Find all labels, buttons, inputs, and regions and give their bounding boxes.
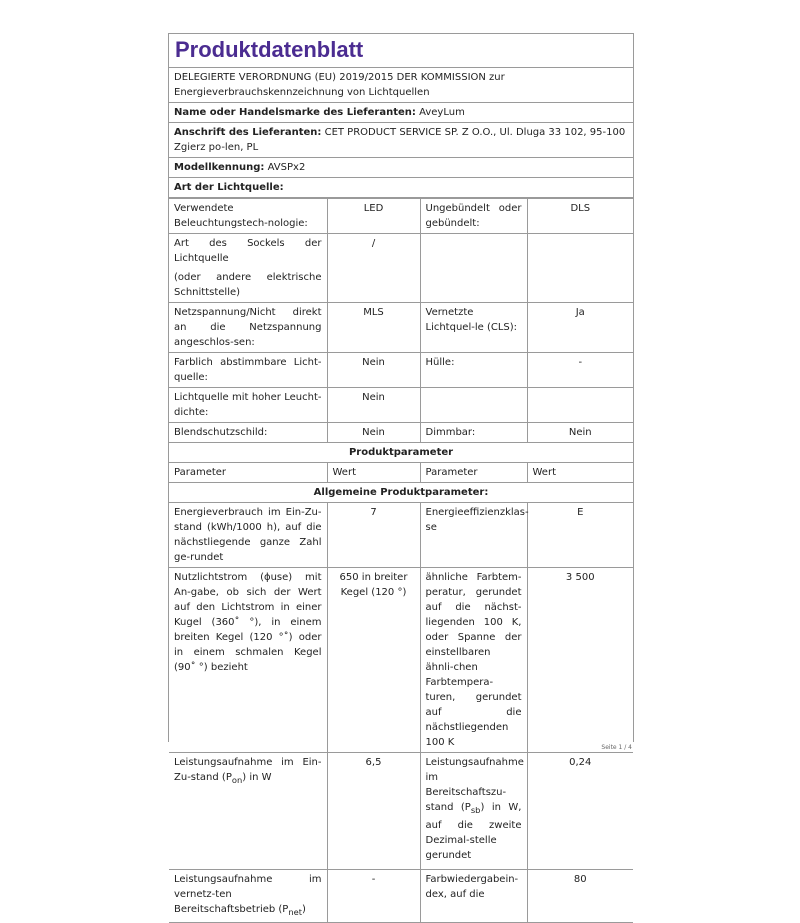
- address-value: CET PRODUCT SERVICE SP. Z O.O., Ul. Dluga 33 102, 95-100 Zgierz po-len, PL: [174, 127, 626, 153]
- param-value: 80: [527, 870, 633, 923]
- table-row: [169, 423, 633, 443]
- param-label-subscript: sb: [470, 805, 481, 815]
- param-label-text: ): [302, 904, 306, 915]
- socket-label-note: (oder andere elektrische Schnittstelle): [174, 272, 322, 298]
- supplier-row: [169, 103, 633, 123]
- column-header: Wert: [527, 463, 633, 483]
- table-row: [169, 303, 633, 353]
- param-value: 650 in breiter Kegel (120 °): [327, 568, 420, 753]
- param-value: LED: [327, 199, 420, 234]
- param-value: [527, 234, 633, 303]
- table-row: [169, 483, 633, 503]
- param-value: /: [327, 234, 420, 303]
- param-label: Netzspannung/Nicht direkt an die Netzspannung angeschlos-sen:: [169, 303, 327, 353]
- param-label: [169, 753, 327, 870]
- param-label-text: ) in W, auf die zweite Dezimal-stelle gerundet: [425, 802, 522, 861]
- page-title: Produktdatenblatt: [169, 34, 633, 68]
- page-number: Seite 1 / 4: [601, 744, 632, 751]
- socket-label: Art des Sockels der Lichtquelle: [174, 238, 322, 264]
- param-label-text: Leistungsaufnahme im vernetz-ten Bereitschaftsbetrieb (P: [174, 874, 322, 915]
- model-row: [169, 158, 633, 178]
- address-row: [169, 123, 633, 158]
- general-params-heading: Allgemeine Produktparameter:: [169, 483, 633, 503]
- param-label: Blendschutzschild:: [169, 423, 327, 443]
- param-label: Dimmbar:: [420, 423, 527, 443]
- param-label: Lichtquelle mit hoher Leucht-dichte:: [169, 388, 327, 423]
- supplier-value: AveyLum: [419, 107, 465, 118]
- param-label: Energieeffizienzklas-se: [420, 503, 527, 568]
- param-label: Vernetzte Lichtquel-le (CLS):: [420, 303, 527, 353]
- address-label: Anschrift des Lieferanten:: [174, 127, 322, 138]
- regulation-text: DELEGIERTE VERORDNUNG (EU) 2019/2015 DER KOMMISSION zur Energieverbrauchskennzeichnung von Lichtquellen: [169, 68, 633, 103]
- param-label: [169, 870, 327, 923]
- param-label: [420, 753, 527, 870]
- param-value: Nein: [327, 353, 420, 388]
- param-label: [420, 234, 527, 303]
- column-header: Parameter: [169, 463, 327, 483]
- table-row: [169, 753, 633, 870]
- param-value: E: [527, 503, 633, 568]
- param-label-text: Leistungsaufnahme im Ein-Zu-stand (P: [174, 757, 322, 783]
- param-label: Energieverbrauch im Ein-Zu-stand (kWh/1000 h), auf die nächstliegende ganze Zahl ge-rundet: [169, 503, 327, 568]
- param-value: 0,24: [527, 753, 633, 870]
- light-source-heading: Art der Lichtquelle:: [169, 178, 633, 198]
- product-params-heading: Produktparameter: [169, 443, 633, 463]
- table-row: [169, 568, 633, 753]
- param-value: Nein: [527, 423, 633, 443]
- param-value: Nein: [327, 423, 420, 443]
- param-label-subscript: on: [231, 775, 243, 785]
- param-label: Ungebündelt oder gebündelt:: [420, 199, 527, 234]
- param-value: [527, 388, 633, 423]
- supplier-label: Name oder Handelsmarke des Lieferanten:: [174, 107, 416, 118]
- param-label: Hülle:: [420, 353, 527, 388]
- column-header: Wert: [327, 463, 420, 483]
- param-label-text: Leistungsaufnahme im Bereitschaftszu-stand (P: [425, 757, 524, 813]
- param-value: 7: [327, 503, 420, 568]
- table-row: [169, 870, 633, 923]
- param-label: Farbwiedergabein-dex, auf die: [420, 870, 527, 923]
- param-label-text: ) in W: [242, 772, 272, 783]
- param-label: [169, 234, 327, 303]
- table-row: [169, 443, 633, 463]
- table-row: [169, 388, 633, 423]
- param-label-subscript: net: [288, 907, 302, 917]
- param-value: -: [327, 870, 420, 923]
- table-row: [169, 353, 633, 388]
- param-label: Farblich abstimmbare Licht-quelle:: [169, 353, 327, 388]
- table-header-row: [169, 463, 633, 483]
- param-label: ähnliche Farbtem-peratur, gerundet auf die nächst-liegenden 100 K, oder Spanne der einstellbaren ähnli-chen Farbtempera-turen, gerundet auf die nächstliegenden 100 K: [420, 568, 527, 753]
- param-label: [420, 388, 527, 423]
- param-value: -: [527, 353, 633, 388]
- table-row: [169, 199, 633, 234]
- param-label: Nutzlichtstrom (ɸuse) mit An-gabe, ob sich der Wert auf den Lichtstrom in einer Kugel (360˚ °), in einem breiten Kegel (120 °˚) oder in einem schmalen Kegel (90˚ °) bezieht: [169, 568, 327, 753]
- table-row: [169, 234, 633, 303]
- param-value: Ja: [527, 303, 633, 353]
- param-value: DLS: [527, 199, 633, 234]
- model-label: Modellkennung:: [174, 162, 265, 173]
- table-row: [169, 503, 633, 568]
- column-header: Parameter: [420, 463, 527, 483]
- param-value: Nein: [327, 388, 420, 423]
- param-value: 3 500: [527, 568, 633, 753]
- light-source-table: [169, 198, 633, 923]
- model-value: AVSPx2: [267, 162, 306, 173]
- param-value: 6,5: [327, 753, 420, 870]
- param-value: MLS: [327, 303, 420, 353]
- param-label: Verwendete Beleuchtungstech-nologie:: [169, 199, 327, 234]
